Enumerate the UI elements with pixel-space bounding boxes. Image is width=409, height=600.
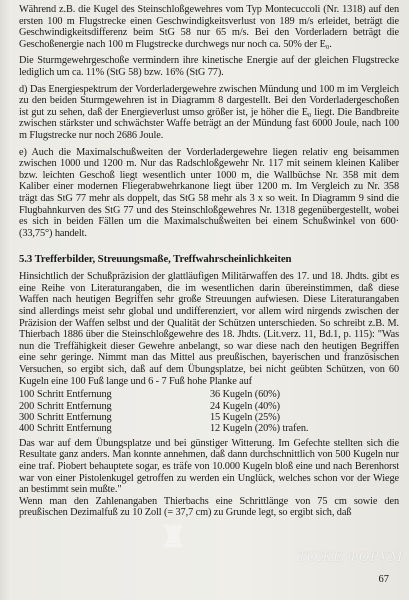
paragraph-7: Wenn man den Zahlenangaben Thierbachs eine Schrittlänge von 75 cm sowie den preußischen Dezimalfuß zu 10 Zoll (= 37,7 cm) zu Grunde legt, so ergibt sich, daß	[19, 495, 399, 519]
watermark-logo: ♜	[160, 520, 189, 555]
table-row	[19, 389, 399, 400]
paragraph-2: Die Sturmgewehrgeschoße vermindern ihre kinetische Energie auf der gleichen Flugstrecke lediglich um ca. 11% (StG 58) bzw. 16% (StG 77).	[19, 55, 399, 78]
watermark-text: ТОЖЕ ФОРУМ	[297, 550, 403, 565]
table-cell-result: 15 Kugeln (25%)	[210, 412, 280, 423]
table-cell-label: Schritt Entfernung	[37, 412, 112, 423]
table-cell-result: 24 Kugeln (40%)	[210, 400, 280, 412]
paragraph-5: Hinsichtlich der Schußpräzision der glattläufigen Militärwaffen des 17. und 18. Jhdts. gibt es eine Reihe von Literaturangaben, die im wesentlichen darin übereinstimmen, daß diese Waffen nach heutigen Begriffen sehr große Streuungen aufwiesen. Diese Literaturangaben sind allerdings meist sehr global und undifferenziert, vor allem wird nirgends zwischen der Präzision der Waffen selbst und der Qualität der Schützen unterschieden. So schreibt z.B. M. Thierbach 1886 über die Steinschloßgewehre des 18. Jhdts. (Lit.verz. 11, Bd.1, p. 115): "Was nun die Treffähigkeit dieser Gewehre anbelangt, so war diese nach den heutigen Begriffen eine sehr geringe. Nimmt man das Mittel aus preußischen, bayerischen und französischen Versuchen, so ergibt sich, daß auf dem Übungsplatze, bei nicht geübten Schützen, von 60 Kugeln eine 100 Fuß lange und 6 - 7 Fuß hohe Planke auf	[19, 271, 399, 387]
table-cell-result: 12 Kugeln (20%) trafen.	[210, 423, 309, 435]
paragraph-3: d) Das Energiespektrum der Vorderladergewehre zwischen Mündung und 100 m im Vergleich zu den beiden Sturmgewehren ist in Diagramm 8 dargestellt. Bei den Vorderladergeschoßen ist gut zu sehen, daß der Energieverlust umso größer ist, je höher die E₀ liegt. Die Bandbreite zwischen stärkster und schwächster Waffe beträgt an der Mündung fast 6000 Joule, nach 100 m Flugstrecke nur noch 2686 Joule.	[19, 83, 399, 141]
table-row	[19, 401, 399, 412]
paragraph-1: Während z.B. die Kugel des Steinschloßgewehres vom Typ Montecuccoli (Nr. 1318) auf den ersten 100 m Flugstrecke einen Geschwindigkeitsverlust von 189 m/s erleidet, beträgt die Geschwindigkeitsdifferenz beim StG 58 nur 65 m/s. Bei den Vorderladern beträgt die Geschoßenergie nach 100 m Flugstrecke durchwegs nur noch ca. 50% der E₀.	[19, 4, 399, 50]
table-cell-distance: 200	[19, 400, 35, 412]
paragraph-4: e) Auch die Maximalschußweiten der Vorderladergewehre liegen relativ eng beisammen zwischen 1000 und 1200 m. Nur das Radschloßgewehr Nr. 117 mit seinem kleinen Kaliber bzw. leichten Geschoß liegt wesentlich unter 1000 m, die Wallbüchse Nr. 358 mit dem Kaliber einer modernen Fliegerabwehrkanone liegt über 1200 m. Im Vergleich zu Nr. 358 trägt das StG 77 mehr als doppelt, das StG 58 mehr als 3 x so weit. In Diagramm 9 sind die Flugbahnkurven des StG 77 und des Steinschloßgewehres Nr. 1318 gegenübergestellt, wobei es sich in beiden Fällen um die Maximalschußweiten bei einem Schußwinkel von 600· (33,75°) handelt.	[19, 146, 399, 239]
page-number: 67	[378, 574, 389, 585]
paragraph-6: Das war auf dem Übungsplatze und bei günstiger Witterung. Im Gefechte stellten sich die Resultate ganz anders. Man konnte annehmen, daß dann durchschnittlich von 500 Kugeln nur eine traf. Piobert behauptete sogar, es träfe von 10.000 Kugeln bloß eine und nach Berenhorst war von einer Pistolenkugel getroffen zu werden ein Unglück, welches schon vor der Wiege an bestimmt sein mußte."	[19, 437, 399, 496]
table-cell-label: Schritt Entfernung	[37, 389, 112, 401]
table-row	[19, 412, 399, 423]
table-cell-result: 36 Kugeln (60%)	[210, 389, 280, 401]
table-cell-label: Schritt Entfernung	[37, 423, 112, 435]
table-cell-distance: 400	[19, 423, 35, 435]
table-row	[19, 423, 399, 434]
table-cell-distance: 300	[19, 412, 35, 423]
results-table	[19, 389, 399, 435]
page-text	[19, 4, 399, 524]
section-heading: 5.3 Trefferbilder, Streuungsmaße, Treffwahrscheinlichkeiten	[19, 253, 292, 266]
table-cell-distance: 100	[19, 389, 35, 401]
table-cell-label: Schritt Entfernung	[37, 400, 112, 412]
